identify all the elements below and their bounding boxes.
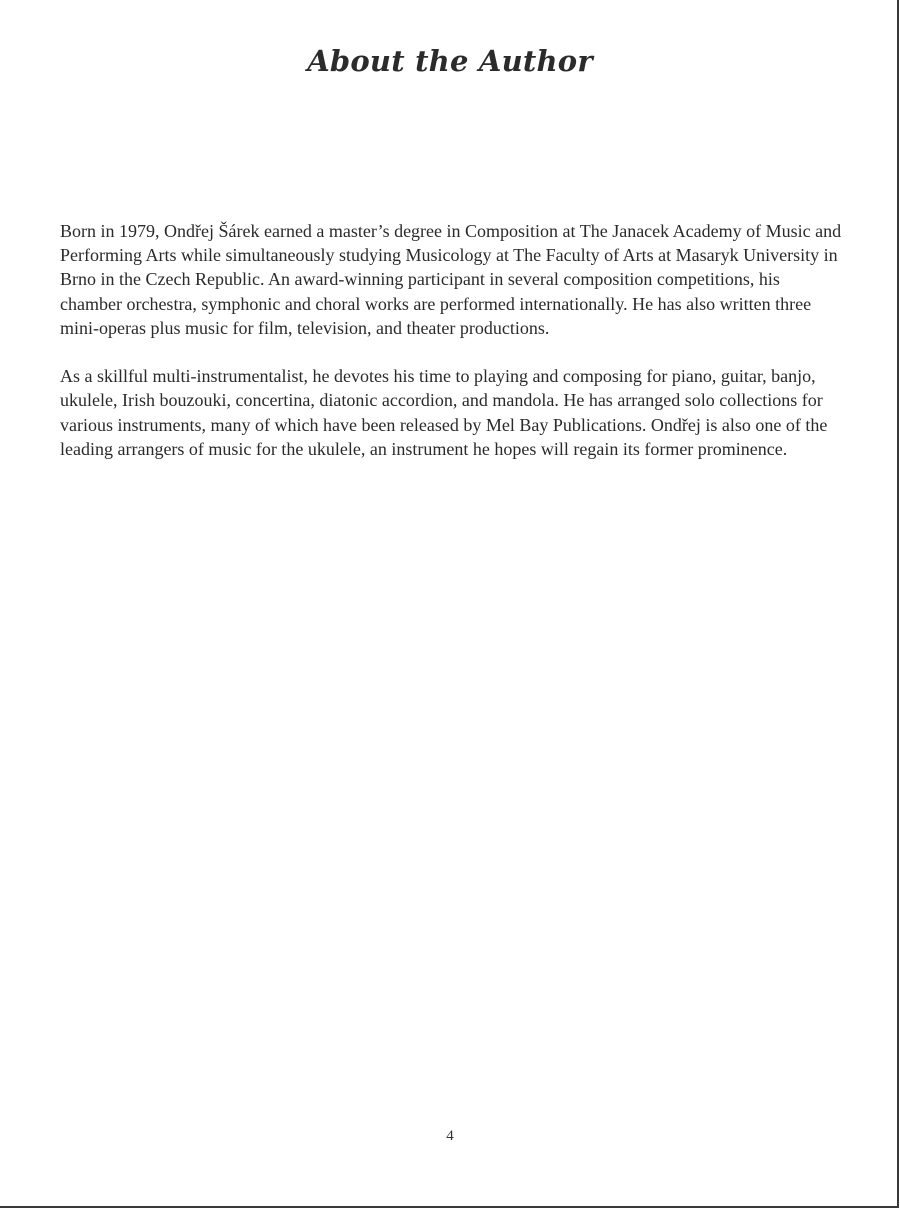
page-number: 4 xyxy=(446,1128,454,1144)
author-bio xyxy=(60,219,845,461)
page-title: About the Author xyxy=(307,44,593,78)
bio-paragraph-2: As a skillful multi-instrumentalist, he devotes his time to playing and composing for piano, guitar, banjo, ukulele, Irish bouzouki, concertina, diatonic accordion, and mandola. He has arranged solo collections for various instruments, many of which have been released by Mel Bay Publications. Ondřej is also one of the leading arrangers of music for the ukulele, an instrument he hopes will regain its former prominence. xyxy=(60,366,828,459)
bio-paragraph-1: Born in 1979, Ondřej Šárek earned a master’s degree in Composition at The Janacek Academy of Music and Performing Arts while simultaneously studying Musicology at The Faculty of Arts at Masaryk University in Brno in the Czech Republic. An award-winning participant in several composition competitions, his chamber orchestra, symphonic and choral works are performed internationally. He has also written three mini-operas plus music for film, television, and theater productions. xyxy=(60,221,842,338)
